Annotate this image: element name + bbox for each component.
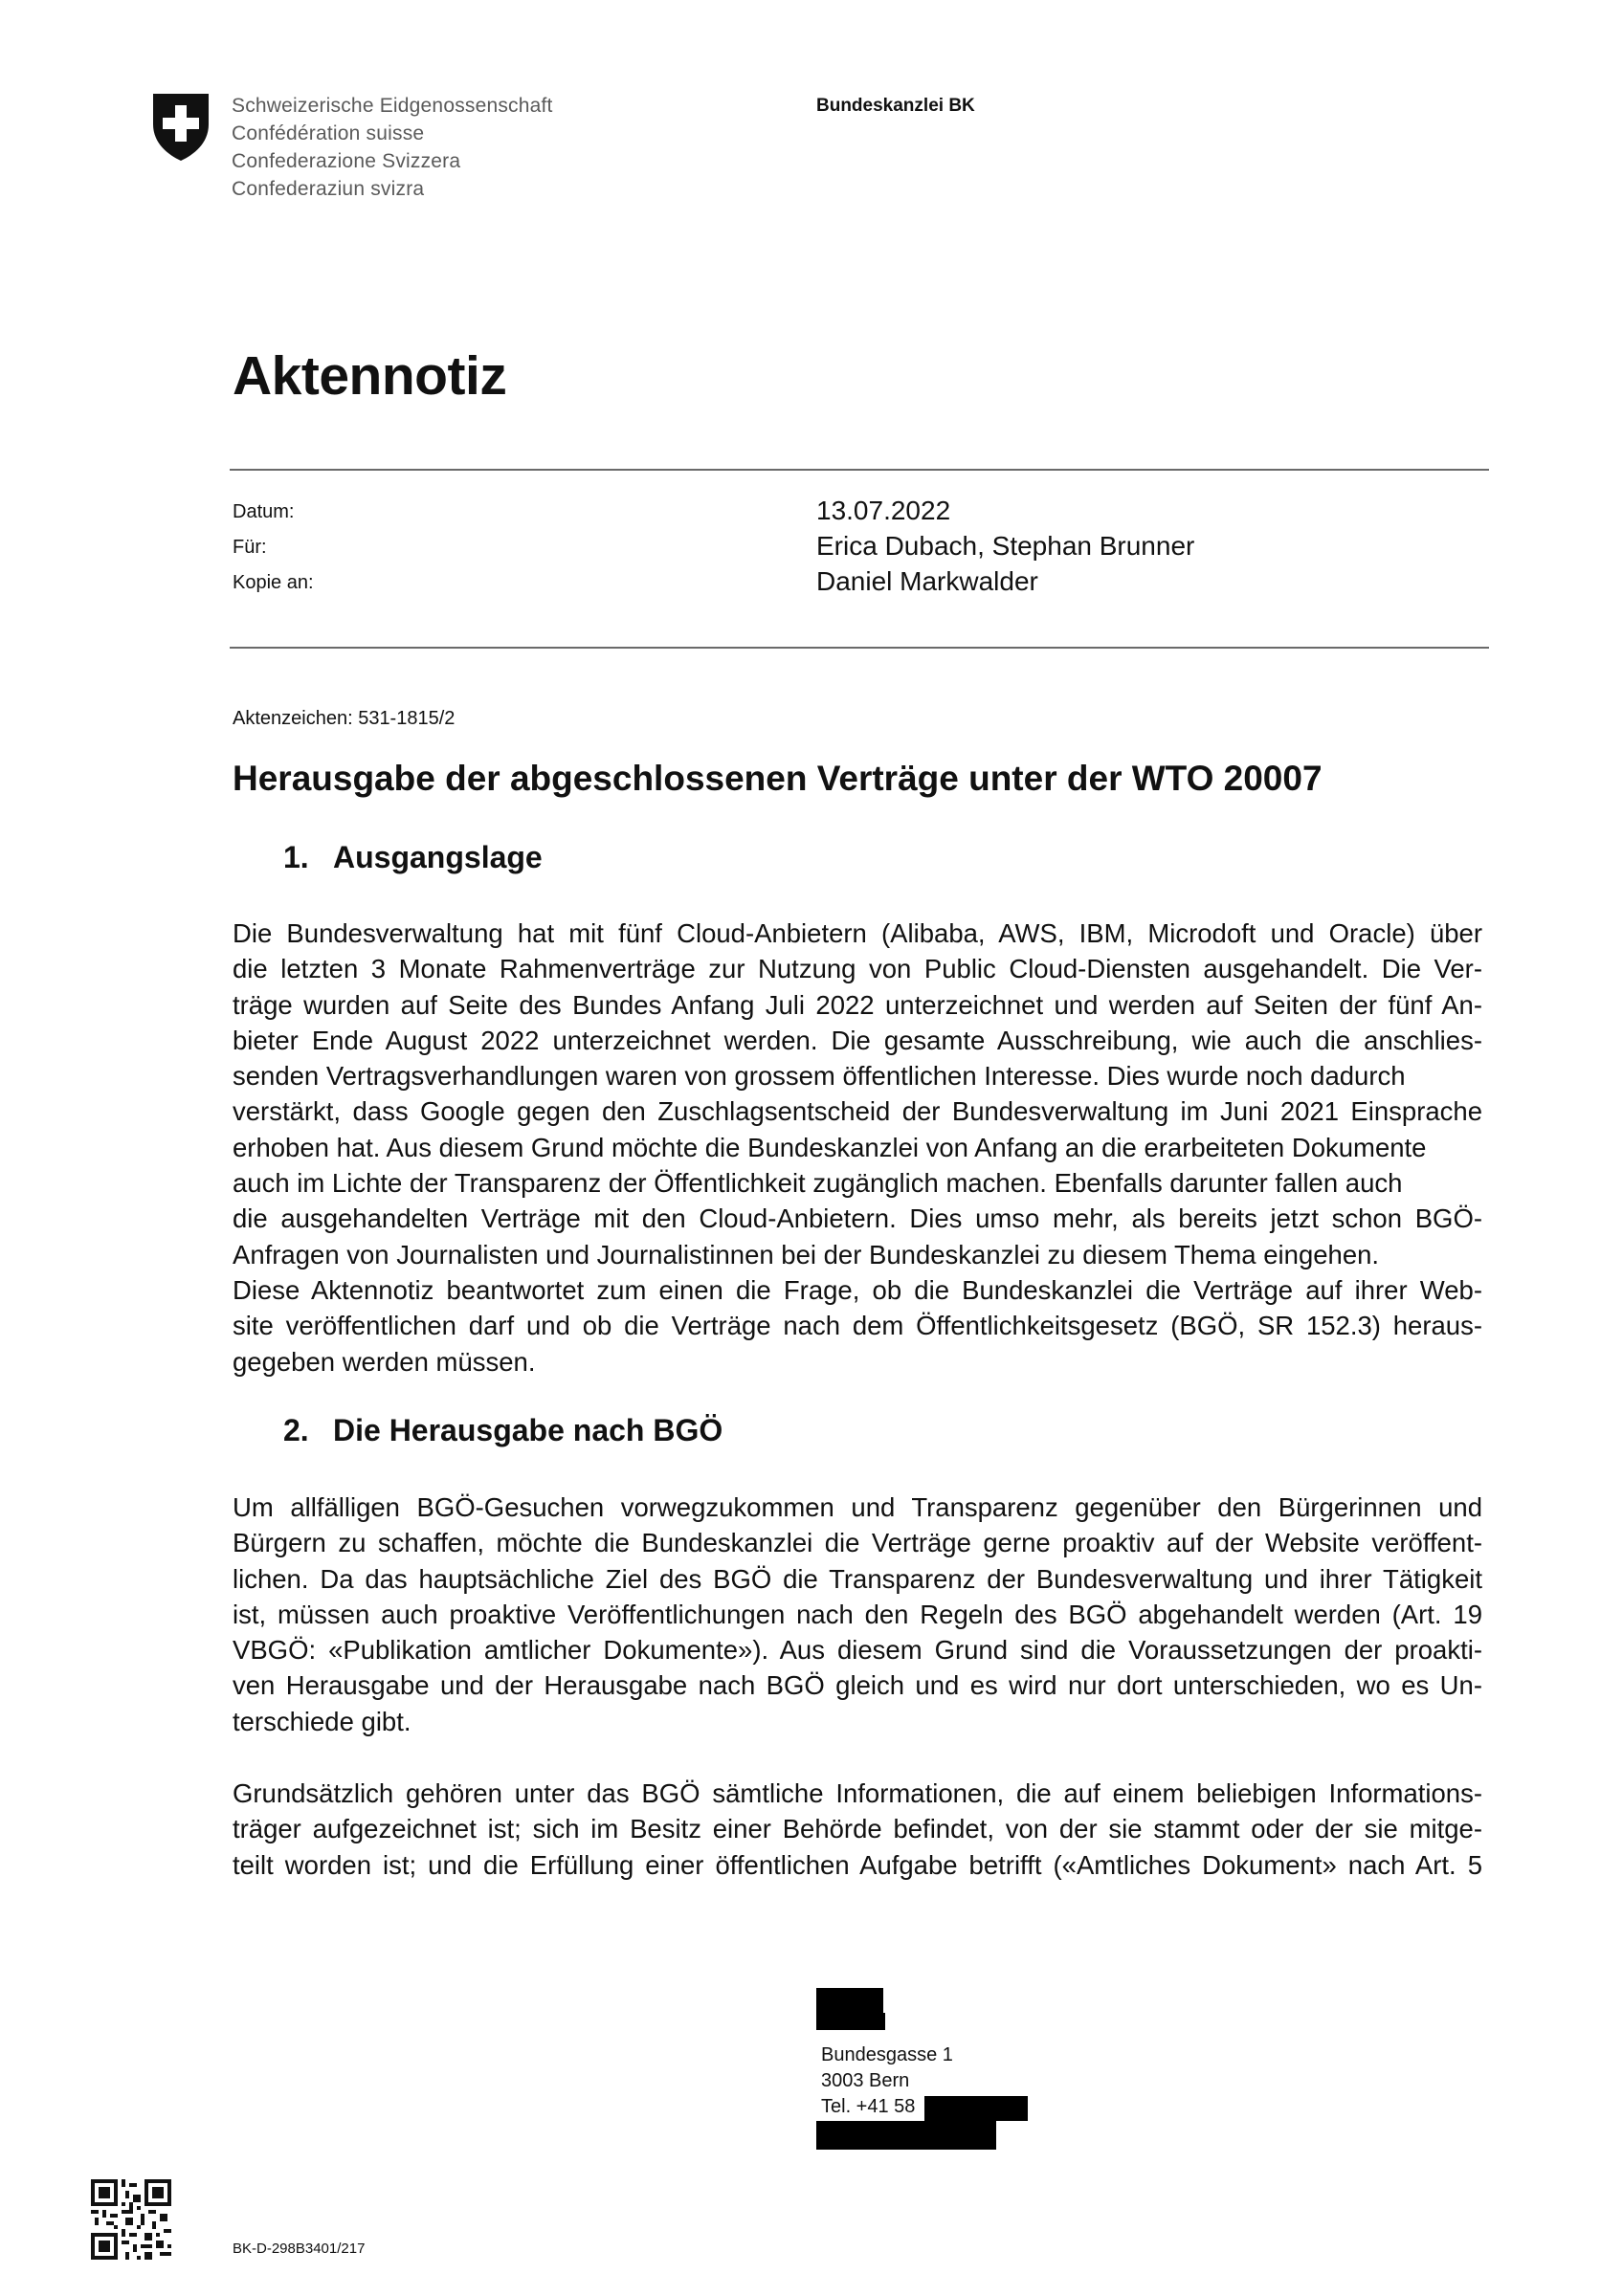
paragraph-herausgabe-2 xyxy=(233,1776,1482,1883)
section-heading-herausgabe xyxy=(283,1413,723,1448)
date-value: 13.07.2022 xyxy=(816,496,951,525)
confed-name-fr: Confédération suisse xyxy=(232,122,425,144)
text-line: träge wurden auf Seite des Bundes Anfang Juli 2022 unterzeichnet und werden auf Seiten der fünf An- xyxy=(233,989,1482,1020)
text-line: Diese Aktennotiz beantwortet zum einen die Frage, ob die Bundeskanzlei die Verträge auf ihrer Web- xyxy=(233,1274,1482,1305)
text-line: Bürgern zu schaffen, möchte die Bundeskanzlei die Verträge gerne proaktiv auf der Website veröffent- xyxy=(233,1528,1482,1558)
address-street: Bundesgasse 1 xyxy=(821,2044,953,2065)
text-line: verstärkt, dass Google gegen den Zuschlagsentscheid der Bundesverwaltung im Juni 2021 Einsprache xyxy=(233,1096,1482,1127)
paragraph-ausgangslage xyxy=(233,916,1482,1380)
text-line: Die Bundesverwaltung hat mit fünf Cloud-Anbietern (Alibaba, AWS, IBM, Microdoft und Oracle) über xyxy=(233,918,1482,948)
recipient-label: Für: xyxy=(233,537,267,558)
text-line: bieter Ende August 2022 unterzeichnet werden. Die gesamte Ausschreibung, wie auch die anschlies- xyxy=(233,1025,1482,1055)
text-line: ist, müssen auch proaktive Veröffentlichungen nach den Regeln des BGÖ abgehandelt werden (Art. 19 xyxy=(233,1599,1482,1629)
section-title: Ausgangslage xyxy=(333,840,543,874)
text-line: die letzten 3 Monate Rahmenverträge zur Nutzung von Public Cloud-Diensten ausgehandelt. Die Ver- xyxy=(233,954,1482,984)
text-line: auch im Lichte der Transparenz der Öffentlichkeit zugänglich machen. Ebenfalls darunter fallen auch xyxy=(233,1168,1403,1199)
text-line: terschiede gibt. xyxy=(233,1706,411,1736)
department-name: Bundeskanzlei BK xyxy=(816,96,975,116)
meta-divider xyxy=(230,647,1489,649)
reference-number: Aktenzeichen: 531-1815/2 xyxy=(233,708,456,729)
confed-name-it: Confederazione Svizzera xyxy=(232,150,461,172)
text-line: senden Vertragsverhandlungen waren von grossem öffentlichen Interesse. Dies wurde noch dadurch xyxy=(233,1061,1406,1092)
recipient-value: Erica Dubach, Stephan Brunner xyxy=(816,531,1195,561)
confederation-names xyxy=(232,92,553,203)
text-line: teilt worden ist; und die Erfüllung einer öffentlichen Aufgabe betrifft («Amtliches Dokument» nach Art. 5 xyxy=(233,1849,1482,1880)
section-number: 1. xyxy=(283,840,309,874)
copy-value: Daniel Markwalder xyxy=(816,566,1038,596)
text-line: träger aufgezeichnet ist; sich im Besitz einer Behörde befindet, von der sie stammt oder der sie mitge- xyxy=(233,1814,1482,1844)
swiss-coat-of-arms-icon xyxy=(151,92,211,163)
document-title: Aktennotiz xyxy=(233,345,507,407)
section-title: Die Herausgabe nach BGÖ xyxy=(333,1413,723,1447)
date-label: Datum: xyxy=(233,501,295,522)
redaction-block xyxy=(816,2013,885,2030)
qr-code-icon xyxy=(91,2179,171,2260)
text-line: VBGÖ: «Publikation amtlicher Dokumente»). Aus diesem Grund sind die Voraussetzungen der proakti- xyxy=(233,1635,1482,1666)
text-line: Anfragen von Journalisten und Journalistinnen bei der Bundeskanzlei zu diesem Thema eingehen. xyxy=(233,1239,1380,1269)
section-number: 2. xyxy=(283,1413,309,1447)
text-line: site veröffentlichen darf und ob die Verträge nach dem Öffentlichkeitsgesetz (BGÖ, SR 152.3) heraus- xyxy=(233,1311,1482,1341)
header-divider xyxy=(230,469,1489,471)
copy-label: Kopie an: xyxy=(233,572,314,593)
text-line: lichen. Da das hauptsächliche Ziel des BGÖ die Transparenz der Bundesverwaltung und ihrer Tätigkeit xyxy=(233,1563,1482,1594)
text-line: gegeben werden müssen. xyxy=(233,1346,536,1377)
paragraph-herausgabe-1 xyxy=(233,1490,1482,1739)
subject-heading: Herausgabe der abgeschlossenen Verträge unter der WTO 20007 xyxy=(233,759,1323,798)
confed-name-rm: Confederaziun svizra xyxy=(232,178,425,200)
document-reference: BK-D-298B3401/217 xyxy=(233,2241,366,2257)
redaction-block xyxy=(816,2121,996,2150)
redaction-block xyxy=(924,2096,1028,2121)
address-city: 3003 Bern xyxy=(821,2070,910,2091)
text-line: Um allfälligen BGÖ-Gesuchen vorwegzukommen und Transparenz gegenüber den Bürgerinnen und xyxy=(233,1492,1482,1522)
text-line: die ausgehandelten Verträge mit den Cloud-Anbietern. Dies umso mehr, als bereits jetzt schon BGÖ- xyxy=(233,1203,1482,1234)
text-line: ven Herausgabe und der Herausgabe nach BGÖ gleich und es wird nur dort unterschieden, wo es Un- xyxy=(233,1670,1482,1701)
text-line: erhoben hat. Aus diesem Grund möchte die Bundeskanzlei von Anfang an die erarbeiteten Dokumente xyxy=(233,1132,1427,1162)
section-heading-ausgangslage xyxy=(283,840,543,875)
address-phone: Tel. +41 58 xyxy=(821,2096,916,2117)
confed-name-de: Schweizerische Eidgenossenschaft xyxy=(232,95,553,117)
text-line: Grundsätzlich gehören unter das BGÖ sämtliche Informationen, die auf einem beliebigen Informations- xyxy=(233,1778,1482,1808)
